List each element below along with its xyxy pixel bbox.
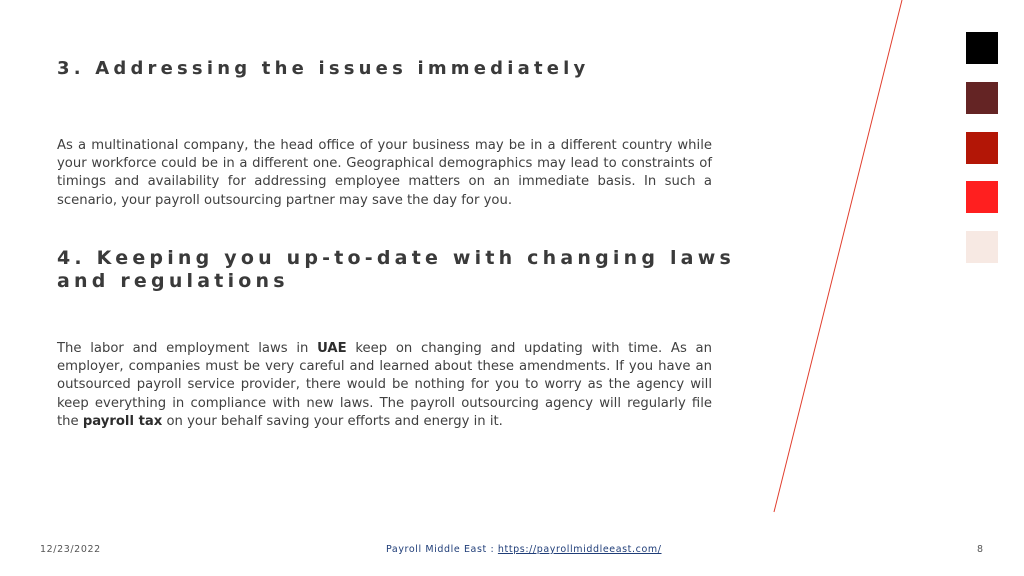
- section-4-paragraph: [57, 340, 712, 431]
- section-3-paragraph: As a multinational company, the head office of your business may be in a different country while your workforce could be in a different one. Geographical demographics may lead to constraints of timings and availability for addressing employee matters on an immediate basis. In such a scenario, your payroll outsourcing partner may save the day for you.: [57, 138, 712, 208]
- paragraph-text: on your behalf saving your efforts and energy in it.: [162, 413, 503, 429]
- paragraph-text: keep on changing and updating with time. As an employer, companies must be very careful and learned about these amendments. If you have an outsourced payroll service provider, there would be nothing for you to worry as the agency will keep everything in compliance with new laws. The payroll outsourcing agency will regularly file the: [57, 341, 712, 429]
- footer-company-name: Payroll Middle East :: [386, 544, 498, 555]
- red-swatch: [966, 181, 998, 213]
- page-number: 8: [977, 544, 984, 555]
- section-4-heading: 4. Keeping you up-to-date with changing laws and regulations: [57, 247, 735, 292]
- footer-date: 12/23/2022: [40, 544, 101, 555]
- uae-bold-text: UAE: [317, 341, 347, 356]
- cream-swatch: [966, 231, 998, 263]
- dark-red-swatch: [966, 132, 998, 164]
- section-3-heading: 3. Addressing the issues immediately: [57, 58, 590, 79]
- maroon-swatch: [966, 82, 998, 114]
- black-swatch: [966, 32, 998, 64]
- footer-website-link[interactable]: https://payrollmiddleeast.com/: [497, 544, 662, 555]
- payroll-tax-bold-text: payroll tax: [82, 413, 163, 429]
- paragraph-text: The labor and employment laws in: [57, 341, 318, 356]
- footer-company: [386, 544, 662, 555]
